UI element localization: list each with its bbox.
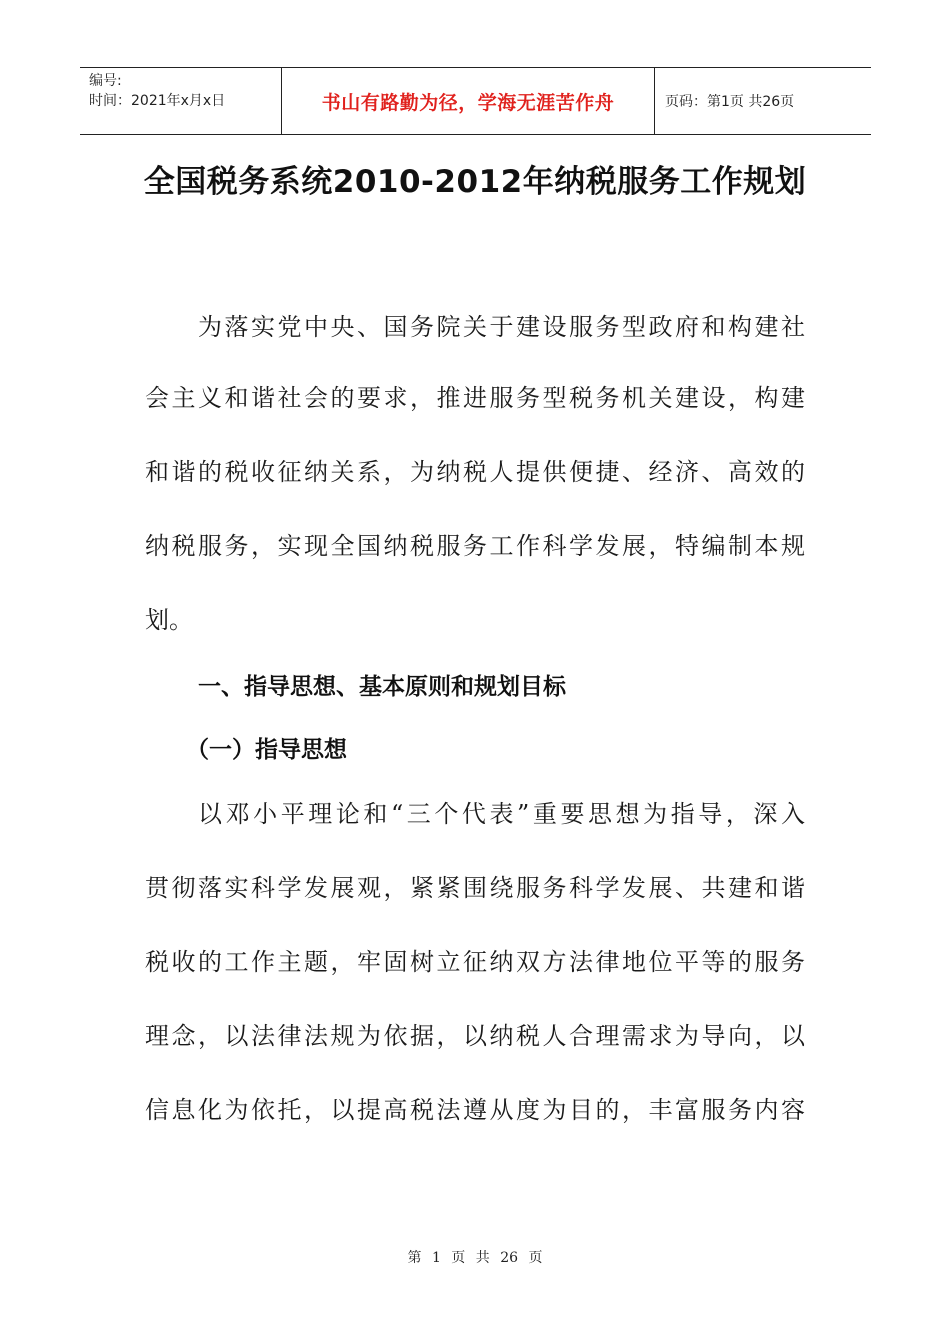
page-footer: 第 1 页 共 26 页 (407, 1250, 543, 1266)
body-line-3: 税收的工作主题，牢固树立征纳双方法律地位平等的服务 (145, 948, 805, 976)
document-header (80, 67, 871, 135)
document-number-label: 编号: (89, 73, 122, 89)
intro-line-4: 纳税服务，实现全国纳税服务工作科学发展，特编制本规 (145, 532, 805, 560)
header-motto-cell (282, 68, 655, 134)
subsection-heading: （一）指导思想 (186, 737, 347, 763)
section-heading: 一、指导思想、基本原则和规划目标 (198, 674, 566, 700)
body-line-5: 信息化为依托，以提高税法遵从度为目的，丰富服务内容 (145, 1096, 805, 1124)
header-motto: 书山有路勤为径，学海无涯苦作舟 (321, 91, 615, 114)
header-meta-cell (80, 68, 282, 134)
document-title: 全国税务系统2010-2012年纳税服务工作规划 (143, 164, 807, 200)
intro-line-1: 为落实党中央、国务院关于建设服务型政府和构建社 (198, 313, 805, 341)
intro-line-2: 会主义和谐社会的要求，推进服务型税务机关建设，构建 (145, 384, 805, 412)
body-line-2: 贯彻落实科学发展观，紧紧围绕服务科学发展、共建和谐 (145, 874, 805, 902)
body-line-4: 理念，以法律法规为依据，以纳税人合理需求为导向，以 (145, 1022, 805, 1050)
body-line-1: 以邓小平理论和“三个代表”重要思想为指导，深入 (198, 800, 805, 828)
intro-line-5: 划。 (145, 606, 193, 634)
intro-line-3: 和谐的税收征纳关系，为纳税人提供便捷、经济、高效的 (145, 458, 805, 486)
document-date: 时间：2021年x月x日 (89, 93, 226, 109)
header-page-cell (655, 68, 871, 134)
header-page-info: 页码：第1页 共26页 (665, 94, 795, 110)
